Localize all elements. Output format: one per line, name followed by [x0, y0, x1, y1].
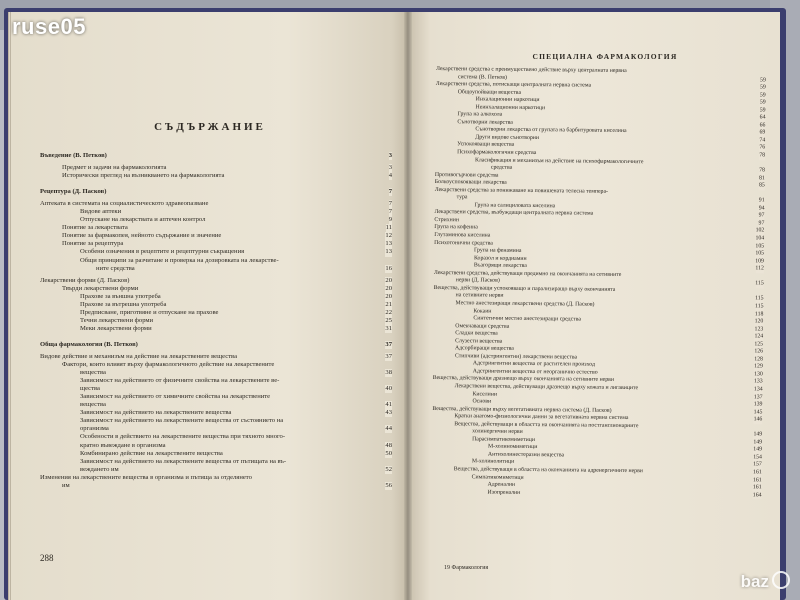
toc-entry-title: Видове аптеки: [80, 208, 122, 216]
toc-entry: [40, 385, 392, 393]
toc-entry-title: Синтетични местно анестезиращи средства: [473, 315, 581, 323]
toc-entry-page: 43: [385, 409, 392, 417]
toc-entry-title: Група на салициловата киселина: [474, 202, 556, 210]
toc-entry-title: ните средства: [96, 264, 135, 272]
toc-entry-page: 115: [754, 303, 764, 310]
toc-entry-title: Предмет и задачи на фармакологията: [62, 164, 167, 172]
toc-entry-title: вещества: [80, 369, 106, 377]
toc-entry-page: 137: [753, 393, 763, 400]
toc-entry: [40, 482, 392, 490]
toc-entry-title: Особености в действието на лекарствените вещества при тяхното много-: [80, 433, 286, 441]
watermark-site: ruse05: [12, 14, 86, 39]
toc-entry-page: 66: [759, 122, 766, 129]
toc-entry: [40, 474, 392, 482]
toc-entry: [40, 433, 392, 441]
toc-entry-page: 126: [754, 348, 764, 355]
toc-entry-title: вещества: [80, 401, 106, 409]
toc-entry-title: Група на кофеина: [434, 224, 478, 231]
toc-entry-title: им: [62, 481, 70, 489]
toc-entry-title: Рецептура (Д. Пасков): [40, 188, 107, 196]
toc-entry-page: 105: [755, 250, 765, 257]
toc-entry-page: 59: [759, 107, 766, 114]
toc-entry-title: Фактори, които влияят върху фармакологичното действие на лекарствените: [62, 361, 275, 369]
toc-entry-title: Понятие за рецептура: [62, 240, 124, 248]
toc-entry-page: 74: [759, 137, 766, 144]
toc-entry-page: 130: [754, 371, 763, 378]
toc-entry: [40, 309, 392, 317]
toc-entry-title: Общи принципи за разчитане и проверка на дозировката на лекарстве-: [80, 256, 279, 264]
toc-entry-page: 149: [753, 439, 763, 446]
toc-entry-page: 120: [754, 318, 764, 325]
toc-entry-page: 37: [385, 340, 392, 348]
toc-entry-page: 157: [753, 461, 762, 468]
toc-entry-page: 40: [385, 385, 392, 393]
toc-entry-page: 145: [753, 408, 763, 416]
toc-entry-title: Лекарствени средства, действуващи предимно на окончанията на сетивните: [433, 269, 622, 278]
toc-entry-page: 115: [755, 280, 764, 287]
toc-entry: [40, 353, 392, 361]
toc-entry: [40, 417, 392, 425]
toc-entry-page: 31: [385, 324, 392, 332]
toc-entry: [40, 200, 392, 208]
toc-entry-title: Зависимост на действието от химичните свойства на лекарствените: [80, 393, 271, 401]
toc-entry-page: 48: [385, 441, 392, 449]
toc-entry-title: Симпатикомиметици: [471, 473, 524, 481]
toc-entry-title: Адстрингентни вещества от неорганично естество: [472, 368, 598, 376]
page-number-left: 288: [40, 553, 54, 563]
toc-entry-title: Адстрингентни вещества от растителен произход: [472, 360, 596, 369]
toc-entry-page: 139: [753, 401, 763, 408]
toc-entry-page: 104: [755, 235, 765, 242]
toc-entry-title: Група на фенамина: [474, 247, 522, 255]
toc-entry: [40, 409, 392, 417]
toc-entry-page: 124: [754, 333, 764, 340]
toc-entry-title: Коразол и кордиамин: [473, 255, 527, 262]
toc-entry-title: на сетивните нерви: [455, 292, 504, 300]
toc-entry: [40, 425, 392, 433]
toc-entry: [40, 450, 392, 458]
toc-entry-page: 85: [758, 182, 765, 189]
toc-entry: [40, 240, 392, 248]
toc-entry: [40, 224, 392, 232]
toc-entry-title: М-холиномиметици: [487, 443, 538, 451]
toc-entry-page: 81: [759, 175, 765, 182]
toc-entry-title: Антихолинестеразни вещества: [487, 451, 565, 459]
toc-entry-page: 16: [385, 264, 392, 272]
toc-entry: [40, 216, 392, 224]
toc-entry-title: Лекарствени средства, потискащи централната нервна система: [435, 81, 592, 89]
toc-entry-page: 22: [385, 308, 392, 316]
toc-entry-page: 76: [759, 144, 766, 151]
toc-entry-title: Въведение (В. Петков): [40, 152, 107, 159]
toc-entry-page: 115: [755, 295, 764, 302]
toc-entry-title: система (В. Петков): [457, 73, 508, 81]
toc-entry-page: 59: [759, 84, 766, 91]
toc-entry-title: Стипчиви (адстрингентни) лекарствени вещества: [454, 352, 578, 361]
toc-entry-title: Други видове сънотворни: [475, 134, 540, 142]
toc-entry-page: 44: [385, 425, 392, 433]
toc-entry-title: Зависимост на действието от физичните свойства на лекарствените ве-: [80, 377, 280, 385]
toc-entry-title: Лекарствени форми (Д. Пасков): [40, 276, 130, 284]
toc-entry: [40, 466, 392, 474]
toc-entry-page: 94: [758, 205, 765, 212]
toc-entry: [40, 285, 392, 293]
page-edges: [8, 12, 11, 600]
toc-entry-title: средства: [490, 164, 513, 171]
toc-entry-page: 13: [385, 240, 392, 248]
toc-entry-title: веждането им: [80, 465, 119, 473]
toc-entry-page: 91: [758, 197, 765, 204]
toc-entry: [40, 369, 392, 377]
toc-entry-title: Твърди лекарствени форми: [62, 284, 139, 292]
toc-entry: [40, 325, 392, 333]
toc-entry: [40, 152, 392, 160]
toc-entry-page: 52: [385, 465, 392, 473]
toc-entry-page: 69: [759, 129, 766, 136]
toc-entry-page: 9: [388, 216, 392, 224]
toc-entry-page: 133: [753, 378, 763, 385]
toc-entry-page: 4: [388, 172, 392, 180]
toc-entry-title: тура: [456, 194, 468, 201]
toc-entry: [40, 341, 392, 349]
toc-entry-page: 161: [752, 476, 762, 483]
watermark-brand: [741, 571, 790, 592]
toc-entry: [40, 277, 392, 285]
toc-entry-title: Основи: [472, 398, 492, 405]
toc-entry-title: Меки лекарствени форми: [80, 324, 152, 332]
toc-entry-page: 146: [753, 416, 763, 423]
toc-entry-page: 56: [385, 481, 392, 489]
toc-entry-title: Обща фармакология (В. Петков): [40, 340, 138, 348]
toc-entry-title: Зависимост на действието на лекарствените вещества от състоянието на: [80, 417, 284, 425]
watermark-logo-icon: [772, 571, 790, 589]
toc-entry-title: кратно въвеждане в организма: [80, 441, 166, 449]
toc-entry: [40, 442, 392, 450]
toc-entry-page: 105: [755, 242, 765, 250]
toc-entry-page: 59: [759, 92, 766, 99]
toc-entry-title: Вещества, действуващи успокояващо и парализиращо върху окончанията: [433, 284, 616, 293]
toc-entry: [40, 401, 392, 409]
toc-entry-title: Адреналин: [487, 481, 516, 488]
toc-entry: [40, 393, 392, 401]
toc-entry-page: 20: [385, 292, 392, 300]
toc-entry-title: Психотонични средства: [434, 239, 493, 247]
toc-entry-page: 20: [385, 276, 392, 284]
toc-entry-title: Исторически преглед на възникването на фармакологията: [62, 172, 225, 180]
toc-entry-title: Изопреналин: [487, 489, 521, 496]
toc-entry: [40, 232, 392, 240]
toc-entry-page: 7: [388, 188, 392, 196]
toc-entry-title: Глутаминова киселина: [434, 232, 491, 239]
toc-entry-title: Сънотворни лекарства от групата на барбитуровата киселина: [475, 126, 627, 135]
toc-entry-title: Кокаин: [473, 307, 492, 315]
toc-entry-title: Зависимост на действието на лекарствените вещества от пътищата на въ-: [80, 457, 287, 465]
toc-entry-page: 154: [753, 454, 762, 461]
toc-entry-title: Прахове за вътрешна употреба: [80, 300, 167, 308]
toc-entry: [40, 317, 392, 325]
toc-entry-title: Прахове за външна употреба: [80, 292, 161, 300]
toc-entry-page: 41: [385, 401, 392, 409]
toc-entry-title: Лекарствени средства с преимуществено действие върху централната нервна: [435, 66, 627, 74]
toc-entry-page: 97: [758, 212, 765, 219]
toc-entry-page: 164: [752, 491, 762, 499]
toc-entry-title: Комбинирано действие на лекарствените вещества: [80, 449, 223, 457]
toc-entry-title: организма: [80, 425, 109, 433]
toc-entry-title: Противогърчови средства: [434, 171, 499, 179]
toc-list-left: [40, 152, 392, 490]
toc-entry-title: Сънотворни лекарства: [457, 119, 513, 126]
toc-entry-title: Психофармакологични средства: [457, 149, 537, 157]
toc-entry-page: 59: [760, 76, 766, 84]
toc-entry-page: 134: [753, 386, 763, 393]
toc-entry-page: 78: [759, 152, 766, 159]
toc-entry-page: 50: [385, 449, 392, 457]
toc-entry-title: Инхалационни наркотици: [475, 96, 540, 104]
section-heading: СПЕЦИАЛНА ФАРМАКОЛОГИЯ: [532, 52, 678, 61]
toc-entry-title: Вещества, действуващи върху вегетативната нервна система (Д. Пасков): [432, 405, 612, 414]
toc-entry-title: щества: [80, 385, 100, 393]
toc-entry-title: Сладки вещества: [455, 330, 498, 337]
toc-entry-page: 37: [385, 352, 392, 360]
toc-entry-title: нерви (Д. Пасков): [455, 277, 500, 284]
toc-entry-page: 25: [385, 316, 392, 324]
toc-entry-title: Стрихнин: [434, 216, 460, 224]
toc-entry-title: Вещества, действуващи в областта на окончанията на постганглионарните: [454, 420, 639, 429]
toc-entry-title: Лекарствени вещества, действуващи дразнещо върху кожата и лигавиците: [454, 383, 639, 392]
toc-entry-page: 3: [388, 164, 392, 172]
toc-entry-title: Слузести вещества: [455, 337, 503, 345]
toc-entry-page: 112: [755, 265, 764, 272]
toc-list-right: [431, 66, 765, 500]
toc-entry-title: Адсорбиращи вещества: [455, 345, 514, 353]
toc-entry-page: 129: [754, 363, 763, 370]
toc-entry-title: Понятие за лекарствата: [62, 224, 128, 232]
toc-entry-title: Болкоуспокояващи лекарства: [434, 179, 507, 186]
toc-entry-page: 12: [385, 232, 392, 240]
toc-entry-title: Лекарствени средства за понижаване на повишената телесна темпера-: [434, 186, 609, 195]
toc-entry-page: 64: [759, 114, 766, 121]
toc-entry-title: Киселини: [472, 390, 497, 398]
toc-entry-page: 38: [385, 369, 392, 377]
toc-entry-title: Кратки анатомо-физиологични данни за вегетативната нервна система: [454, 413, 629, 422]
toc-entry-page: 102: [755, 227, 765, 234]
toc-entry-title: Видове действие и механизъм на действие на лекарствените вещества: [40, 352, 238, 360]
toc-entry-page: 7: [388, 208, 392, 216]
toc-entry-title: холинергични нерви: [472, 428, 523, 436]
toc-entry: [40, 172, 392, 180]
toc-entry: [40, 257, 392, 265]
toc-entry-page: 149: [753, 431, 763, 438]
toc-entry-page: 21: [385, 300, 392, 308]
toc-entry-title: Предписване, приготвяне и отпускане на прахове: [80, 308, 219, 316]
toc-entry-title: Отпускане на лекарствата и аптечен контрол: [80, 216, 206, 224]
toc-entry-title: Аптеката в системата на социалистическото здравеопазване: [40, 200, 209, 208]
toc-entry: [40, 248, 392, 256]
toc-entry-page: 161: [752, 484, 762, 491]
toc-entry-title: Общоупойващи вещества: [457, 88, 522, 96]
toc-entry-page: 97: [758, 220, 765, 227]
watermark-brand-text: baz: [740, 572, 769, 591]
toc-entry-page: 3: [388, 152, 392, 159]
toc-entry-title: Вещества, действуващи в областта на окончанията на адренергичните нерви: [453, 466, 643, 475]
toc-entry-page: 78: [759, 167, 765, 174]
toc-entry-title: Изменения на лекарствените вещества в организма и пътища за отделянето: [40, 473, 252, 481]
toc-entry-page: 125: [754, 341, 764, 348]
toc-entry-title: Група на алкохола: [457, 111, 503, 118]
toc-entry-title: Зависимост на действието на лекарствените вещества: [80, 409, 232, 417]
toc-entry-title: Течни лекарствени форми: [80, 316, 154, 324]
toc-entry-page: 20: [385, 284, 392, 292]
toc-entry-title: Вещества, действуващи дразнещо върху окончанията на сетивните нерви: [432, 375, 615, 384]
toc-entry: [40, 208, 392, 216]
toc-entry: [40, 164, 392, 172]
toc-entry-page: 128: [754, 356, 763, 363]
toc-entry-title: Местно анестезиращи лекарствени средства (Д. Пасков): [455, 300, 595, 308]
toc-entry-title: Успокояващи вещества: [457, 141, 515, 149]
toc-entry-page: 13: [385, 248, 392, 256]
toc-entry: [40, 301, 392, 309]
toc-entry-title: Възгорящи лекарства: [473, 262, 527, 270]
toc-entry-title: Класификация и механизъм на действие на психофармакологичните: [474, 156, 644, 165]
toc-entry-title: Парасимпатикомиметици: [472, 436, 536, 443]
toc-entry-page: 109: [755, 258, 765, 265]
toc-entry-title: Понятие за фармакопея, нейното съдържание и значение: [62, 232, 222, 240]
toc-entry: [40, 293, 392, 301]
toc-entry-title: М-холинолитици: [471, 458, 515, 466]
toc-entry: [40, 188, 392, 196]
page-signature-right: 19 Фармакология: [444, 565, 489, 571]
toc-entry-page: 123: [754, 325, 764, 333]
book-gutter: [404, 12, 412, 600]
toc-entry-title: Неинхалационни наркотици: [475, 104, 546, 111]
toc-entry-page: 59: [759, 99, 766, 106]
toc-entry-page: 161: [753, 469, 762, 476]
toc-entry-page: 11: [385, 224, 392, 232]
toc-entry-page: 118: [754, 310, 764, 317]
toc-entry-title: Особени означения в рецептите и рецептурни съкращения: [80, 248, 245, 256]
toc-entry-title: Омекчаващи средства: [455, 322, 510, 330]
toc-entry: [40, 265, 392, 273]
toc-entry-title: Лекарствени средства, възбуждащи централната нервна система: [434, 209, 594, 218]
toc-entry: [40, 458, 392, 466]
toc-entry-page: 7: [388, 200, 392, 208]
toc-entry: [40, 377, 392, 385]
toc-entry-page: 149: [753, 446, 763, 453]
toc-entry: [40, 361, 392, 369]
toc-heading: СЪДЪРЖАНИЕ: [154, 121, 266, 133]
